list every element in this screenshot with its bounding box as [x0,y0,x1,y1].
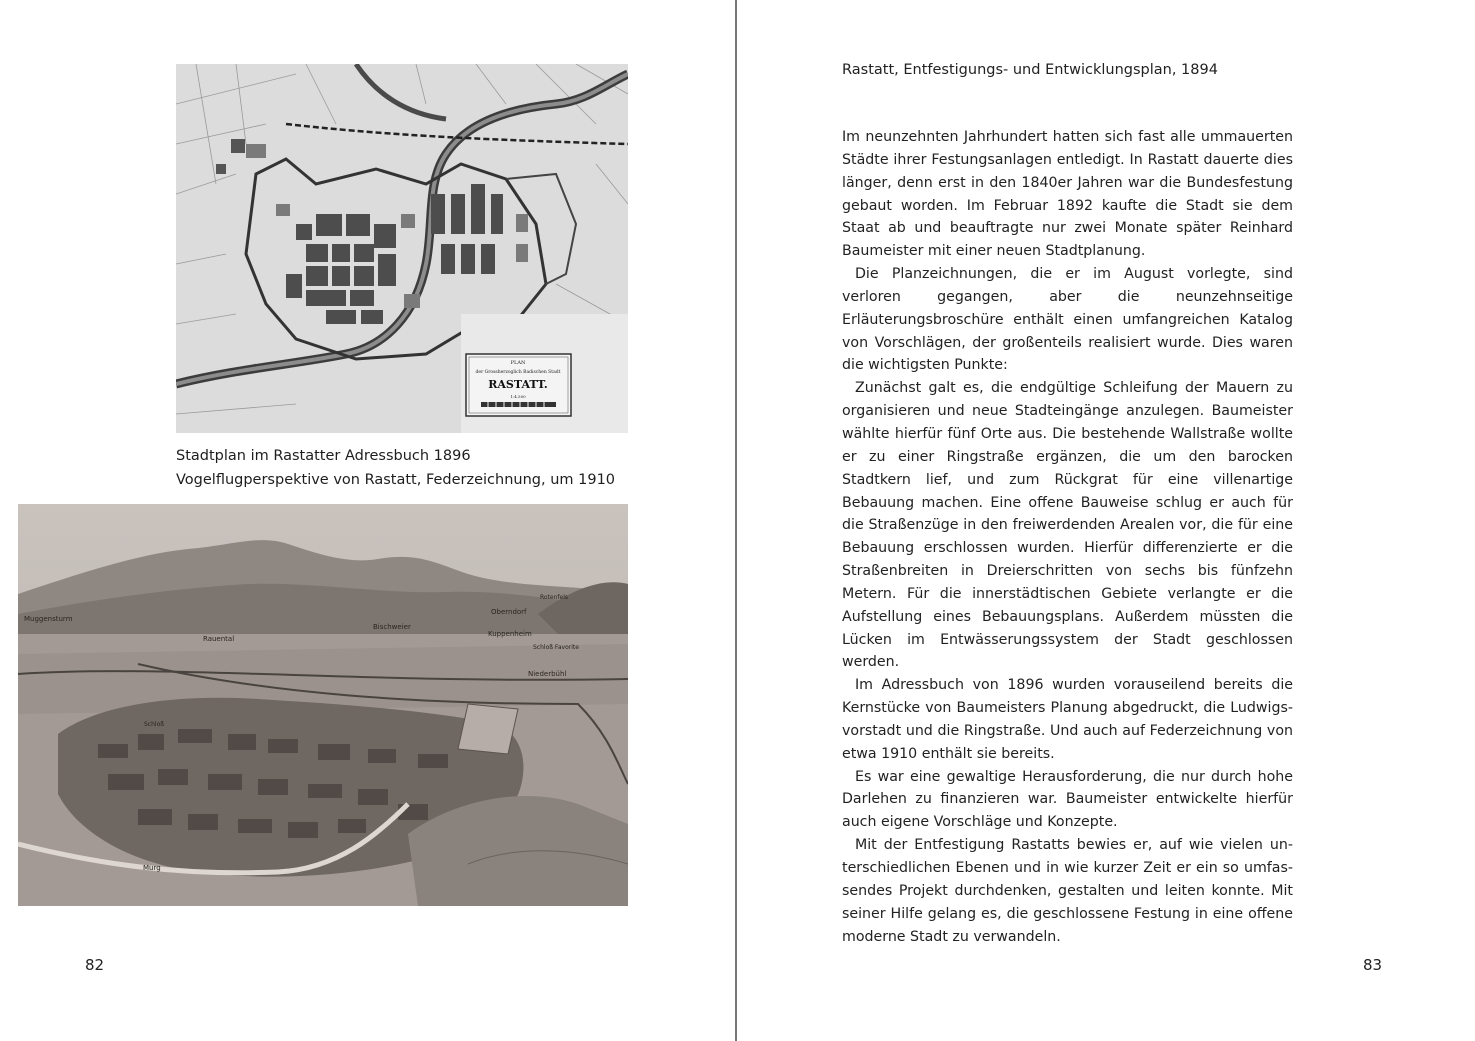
plan-label-small: PLAN [510,360,526,366]
paragraph-2: Die Planzeichnungen, die er im August vorlegte, sind verloren gegangen, aber die neunzehnseitige Erläuterungsbroschüre enthält einen umfangreichen Katalog von Vorschlägen, der großenteils realisiert wurde. Dies waren die wichtigsten Punkte: [842,266,1293,374]
plan-label-city: RASTATT. [488,378,548,391]
paragraph-4: Im Adressbuch von 1896 wurden vorauseilend bereits die Kernstücke von Baumeisters Planung abgedruckt, die Ludwigsvorstadt und die Ringstraße. Und auch auf Federzeichnung von etwa 1910 enthält sie bereits. [842,677,1293,762]
bird-label-favorite: Schloß Favorite [533,644,579,651]
caption-city-plan: Stadtplan im Rastatter Adressbuch 1896 [176,448,471,464]
plan-scale: 1:4.500 [510,394,526,399]
section-title: Rastatt, Entfestigungs- und Entwicklungsplan, 1894 [842,62,1218,78]
bird-label-schloss: Schloß [144,721,165,728]
bird-label-kuppenheim: Kuppenheim [488,630,532,638]
page-number-right: 83 [1363,956,1383,974]
bird-label-muggensturm: Muggensturm [24,615,73,623]
bird-label-oberndorf: Oberndorf [491,608,527,616]
left-page [0,0,736,1041]
bird-view-drawing [18,504,628,906]
city-plan-image [176,64,628,433]
paragraph-6: Mit der Entfestigung Rastatts bewies er, auf wie vielen unterschiedlichen Ebenen und in wie kurzer Zeit er ein so umfassendes Projekt durchdenken, gestalten und leiten konnte. Mit seiner Hilfe gelang es, die geschlossene Festung in eine offene moderne Stadt zu verwandeln. [842,837,1293,945]
bird-label-rauental: Rauental [203,635,235,643]
caption-bird-view: Vogelflugperspektive von Rastatt, Federzeichnung, um 1910 [176,472,616,488]
plan-label-sub: der Grossherzoglich Badischen Stadt [475,370,561,375]
bird-label-niederbuehl: Niederbühl [528,670,567,678]
body-text [842,126,1293,948]
right-page [738,0,1475,1041]
paragraph-5: Es war eine gewaltige Herausforderung, die nur durch hohe Darlehen zu finanzieren war. Baumeister entwickelte hierfür auch eigene Vorschläge und Konzepte. [842,768,1293,831]
bird-label-bischweier: Bischweier [373,623,411,631]
paragraph-1: Im neunzehnten Jahrhundert hatten sich fast alle ummauerten Städte ihrer Festungsanlagen entledigt. In Rastatt dauerte dies länger, denn erst in den 1840er Jahren war die Bundesfestung gebaut worden. Im Februar 1892 kaufte die Stadt sie dem Staat ab und beauftragte nur zwei Monate später Reinhard Baumeister mit einer neuen Stadtplanung. [842,129,1293,260]
bird-label-murg: Murg [143,864,161,872]
page-number-left: 82 [85,956,105,974]
page-gutter [735,0,737,1041]
bird-label-rotenfels: Rotenfels [540,594,569,601]
paragraph-3: Zunächst galt es, die endgültige Schleifung der Mauern zu organisieren und neue Stadteingänge anzulegen. Baumeister wählte hierfür fünf Orte aus. Die bestehende Wallstraße wollte er zu einer Ringstraße ergänzen, die um den barocken Stadtkern lief, und zum Rückgrat für eine villenartige Bebauung machen. Eine offene Bauweise schlug er auch für die Straßenzüge in den freiwerdenden Arealen vor, die für eine Bebauung erschlossen wurden. Hierfür differenzierte er die Straßenbreiten in Dreierschritten von sechs bis fünfzehn Metern. Für die innerstädtischen Gebiete verlangte er die Aufstellung eines Bebauungsplans. Außerdem müssten die Lücken im Entwässerungssystem der Stadt geschlossen werden. [842,380,1293,671]
